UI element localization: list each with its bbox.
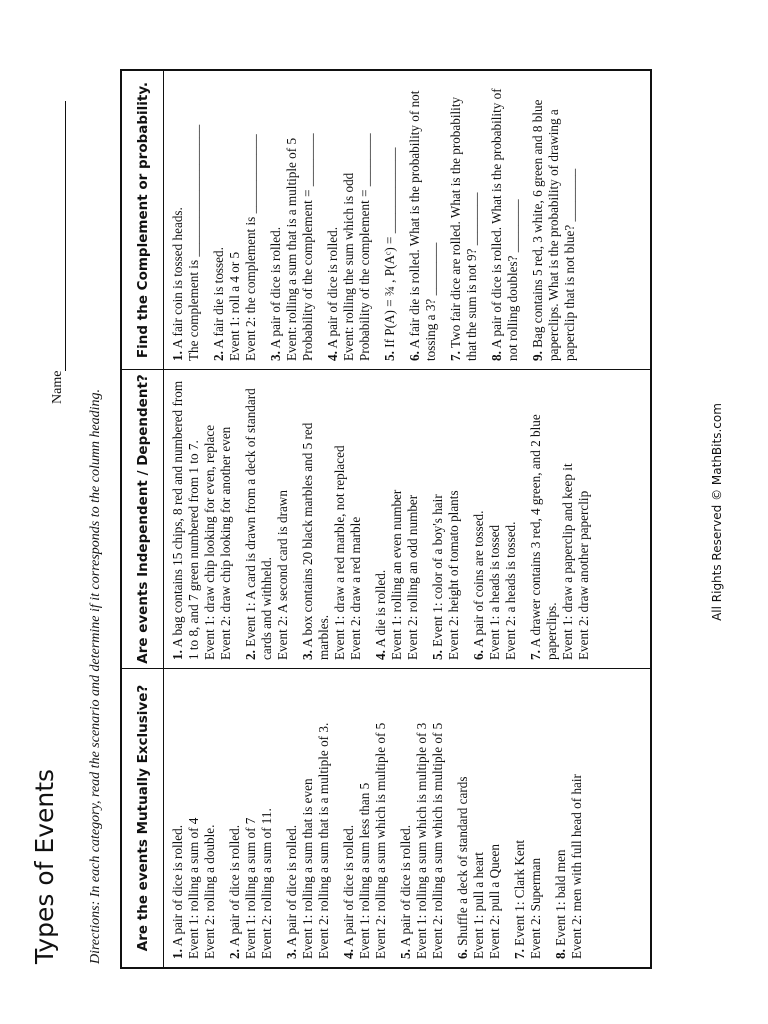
line-text: A pair of coins are tossed. bbox=[471, 510, 486, 648]
column-body bbox=[164, 370, 605, 668]
line-text: Two fair dice are rolled. What is the probability that the sum is not 9? ________ bbox=[448, 96, 479, 361]
line-text: Event 1: pull a heart bbox=[471, 852, 486, 959]
line-text: Event 2: draw chip looking for another even bbox=[218, 426, 233, 660]
question-number: 9. bbox=[530, 351, 545, 361]
question-number: 7. bbox=[448, 351, 463, 361]
name-blank[interactable] bbox=[51, 101, 66, 371]
question-line bbox=[300, 677, 316, 959]
column-heading: Find the Complement or probability. bbox=[122, 71, 164, 369]
question-item bbox=[170, 378, 234, 660]
line-text: Event 1: draw a paperclip and keep it bbox=[560, 463, 575, 660]
question-line bbox=[332, 378, 348, 660]
question-line bbox=[300, 79, 316, 361]
line-text: Event 2: men with full head of hair bbox=[569, 774, 584, 959]
question-item bbox=[430, 378, 462, 660]
line-text: A fair coin is tossed heads. bbox=[170, 207, 185, 349]
line-text: Event 2: rolling an odd number bbox=[405, 494, 420, 660]
question-line bbox=[186, 677, 202, 959]
line-text: Event 1: rolling a sum less than 5 bbox=[357, 782, 372, 959]
question-item bbox=[489, 79, 521, 361]
line-text: Event 1: Clark Kent bbox=[512, 839, 527, 946]
question-item bbox=[300, 378, 364, 660]
line-text: A pair of dice is rolled. bbox=[227, 824, 242, 947]
question-item bbox=[325, 79, 373, 361]
line-text: The complement is ____________________ bbox=[186, 124, 201, 361]
question-line bbox=[503, 378, 519, 660]
page-title: Types of Events bbox=[30, 768, 59, 964]
question-number: 7. bbox=[512, 949, 527, 959]
question-text bbox=[170, 677, 186, 959]
line-text: Event 2: height of tomato plants bbox=[446, 490, 461, 660]
line-text: Event 2: rolling a sum which is multiple of 5 bbox=[430, 722, 445, 959]
question-line bbox=[284, 79, 300, 361]
question-line bbox=[202, 677, 218, 959]
column-heading: Are events Independent / Dependent? bbox=[122, 370, 164, 668]
question-text bbox=[284, 677, 300, 959]
line-text: Event 1: a heads is tossed bbox=[487, 524, 502, 660]
line-text: Event 2: pull a Queen bbox=[487, 844, 502, 959]
question-line bbox=[348, 378, 364, 660]
question-line bbox=[275, 378, 291, 660]
question-text bbox=[382, 79, 398, 361]
line-text: Event 1: rolling an even number bbox=[389, 489, 404, 660]
question-item bbox=[448, 79, 480, 361]
question-line bbox=[218, 378, 234, 660]
question-line bbox=[243, 79, 259, 361]
question-line bbox=[487, 378, 503, 660]
line-text: Bag contains 5 red, 3 white, 6 green and 8 blue paperclips. What is the probability of drawing a paperclip that is not blue? ________ bbox=[530, 99, 577, 361]
line-text: Event 1: bald men bbox=[553, 849, 568, 946]
line-text: Event: rolling a sum that is a multiple of 5 bbox=[284, 137, 299, 361]
line-text: Event 2: draw a red marble bbox=[348, 516, 363, 660]
question-text bbox=[530, 79, 578, 361]
question-line bbox=[414, 677, 430, 959]
line-text: A fair die is tossed. bbox=[211, 247, 226, 349]
question-line bbox=[389, 378, 405, 660]
line-text: Event 2: rolling a sum of 11. bbox=[259, 808, 274, 959]
line-text: A fair die is rolled. What is the probability of not tossing a 3? ________ bbox=[407, 90, 438, 361]
question-line bbox=[560, 378, 576, 660]
question-number: 5. bbox=[382, 351, 397, 361]
line-text: A pair of dice is rolled. bbox=[268, 226, 283, 349]
question-text bbox=[528, 378, 560, 660]
line-text: Event 1: rolling a sum that is even bbox=[300, 778, 315, 959]
line-text: A pair of dice is rolled. bbox=[284, 824, 299, 947]
question-number: 5. bbox=[430, 650, 445, 660]
line-text: Event 2: draw another paperclip bbox=[576, 490, 591, 660]
question-text bbox=[553, 677, 569, 959]
line-text: A pair of dice is rolled. bbox=[170, 824, 185, 947]
line-text: Event: rolling the sum which is odd bbox=[341, 172, 356, 361]
line-text: A pair of dice is rolled. bbox=[398, 824, 413, 947]
question-line bbox=[316, 677, 332, 959]
question-line bbox=[357, 79, 373, 361]
question-number: 1. bbox=[170, 351, 185, 361]
question-line bbox=[487, 677, 503, 959]
question-line bbox=[405, 378, 421, 660]
line-text: Event 1: color of a boy's hair bbox=[430, 494, 445, 647]
question-line bbox=[243, 677, 259, 959]
question-number: 3. bbox=[268, 351, 283, 361]
question-line bbox=[259, 677, 275, 959]
question-item bbox=[512, 677, 544, 959]
question-text bbox=[471, 378, 487, 660]
question-text bbox=[373, 378, 389, 660]
question-number: 1. bbox=[170, 650, 185, 660]
line-text: Event 2: the complement is ____________ bbox=[243, 134, 258, 361]
question-item bbox=[455, 677, 503, 959]
line-text: Event 1: draw a red marble, not replaced bbox=[332, 445, 347, 660]
line-text: Event 1: rolling a sum which is multiple of 3 bbox=[414, 722, 429, 959]
line-text: A bag contains 15 chips, 8 red and numbered from 1 to 8, and 7 green numbered from 1 to 7. bbox=[170, 380, 201, 660]
question-text bbox=[211, 79, 227, 361]
question-text bbox=[170, 79, 186, 361]
question-item bbox=[382, 79, 398, 361]
question-number: 7. bbox=[528, 650, 543, 660]
line-text: A pair of dice is rolled. bbox=[341, 824, 356, 947]
question-line bbox=[471, 677, 487, 959]
question-line bbox=[430, 677, 446, 959]
column-independent-dependent bbox=[122, 369, 650, 668]
line-text: Probability of the complement = ________ bbox=[357, 133, 372, 361]
question-line bbox=[202, 378, 218, 660]
line-text: A drawer contains 3 red, 4 green, and 2 blue paperclips. bbox=[528, 414, 559, 660]
line-text: Event 1: roll a 4 or 5 bbox=[227, 251, 242, 361]
question-item bbox=[227, 677, 275, 959]
question-number: 2. bbox=[227, 949, 242, 959]
question-number: 2. bbox=[243, 650, 258, 660]
question-item bbox=[407, 79, 439, 361]
line-text: Event 1: draw chip looking for even, replace bbox=[202, 424, 217, 660]
line-text: Event 1: A card is drawn from a deck of standard cards and withheld. bbox=[243, 388, 274, 660]
question-number: 4. bbox=[373, 650, 388, 660]
question-line bbox=[373, 677, 389, 959]
question-line bbox=[341, 79, 357, 361]
question-number: 6. bbox=[471, 650, 486, 660]
question-number: 6. bbox=[407, 351, 422, 361]
question-item bbox=[553, 677, 585, 959]
question-number: 8. bbox=[489, 351, 504, 361]
line-text: A die is rolled. bbox=[373, 569, 388, 648]
question-text bbox=[512, 677, 528, 959]
line-text: Event 2: Superman bbox=[528, 857, 543, 959]
question-line bbox=[569, 677, 585, 959]
directions-text: Directions: In each category, read the scenario and determine if it corresponds to the column heading. bbox=[88, 388, 103, 964]
question-item bbox=[284, 677, 332, 959]
question-number: 3. bbox=[300, 650, 315, 660]
column-body bbox=[164, 71, 591, 369]
copyright-footer: All Rights Reserved © MathBits.com bbox=[710, 403, 724, 621]
question-number: 5. bbox=[398, 949, 413, 959]
column-heading: Are the events Mutually Exclusive? bbox=[122, 669, 164, 967]
events-table bbox=[120, 69, 652, 969]
line-text: A box contains 20 black marbles and 5 red marbles. bbox=[300, 422, 331, 660]
question-item bbox=[268, 79, 316, 361]
column-mutually-exclusive bbox=[122, 668, 650, 967]
question-item bbox=[170, 677, 218, 959]
question-text bbox=[268, 79, 284, 361]
question-item bbox=[211, 79, 259, 361]
question-number: 1. bbox=[170, 949, 185, 959]
line-text: Probability of the complement = ________ bbox=[300, 133, 315, 361]
question-line bbox=[446, 378, 462, 660]
name-field[interactable] bbox=[50, 101, 66, 404]
question-text bbox=[398, 677, 414, 959]
question-item bbox=[528, 378, 592, 660]
question-number: 4. bbox=[341, 949, 356, 959]
question-number: 8. bbox=[553, 949, 568, 959]
line-text: Event 2: rolling a sum that is a multiple of 3. bbox=[316, 722, 331, 959]
question-text bbox=[227, 677, 243, 959]
question-item bbox=[243, 378, 291, 660]
name-label: Name bbox=[50, 370, 65, 404]
question-text bbox=[170, 378, 202, 660]
question-line bbox=[528, 677, 544, 959]
question-item bbox=[471, 378, 519, 660]
question-number: 2. bbox=[211, 351, 226, 361]
question-line bbox=[357, 677, 373, 959]
question-item bbox=[341, 677, 389, 959]
column-complement-probability bbox=[122, 71, 650, 369]
question-text bbox=[455, 677, 471, 959]
line-text: Event 2: a heads is tossed. bbox=[503, 521, 518, 660]
question-text bbox=[243, 378, 275, 660]
question-text bbox=[407, 79, 439, 361]
line-text: A pair of dice is rolled. What is the probability of not rolling doubles? ________ bbox=[489, 88, 520, 361]
question-text bbox=[341, 677, 357, 959]
question-line bbox=[576, 378, 592, 660]
question-number: 4. bbox=[325, 351, 340, 361]
question-line bbox=[227, 79, 243, 361]
question-text bbox=[300, 378, 332, 660]
question-text bbox=[325, 79, 341, 361]
question-item bbox=[170, 79, 202, 361]
line-text: Event 2: A second card is drawn bbox=[275, 490, 290, 660]
question-item bbox=[398, 677, 446, 959]
question-text bbox=[430, 378, 446, 660]
question-item bbox=[373, 378, 421, 660]
question-text bbox=[448, 79, 480, 361]
line-text: Event 1: rolling a sum of 7 bbox=[243, 817, 258, 959]
line-text: If P(A) = ¾ , P(Aᶜ) = _____________ bbox=[382, 147, 397, 348]
column-body bbox=[164, 669, 598, 967]
line-text: A pair of dice is rolled. bbox=[325, 226, 340, 349]
question-item bbox=[530, 79, 578, 361]
line-text: Shuffle a deck of standard cards bbox=[455, 776, 470, 946]
question-number: 3. bbox=[284, 949, 299, 959]
line-text: Event 1: rolling a sum of 4 bbox=[186, 817, 201, 959]
line-text: Event 2: rolling a sum which is multiple of 5 bbox=[373, 722, 388, 959]
question-text bbox=[489, 79, 521, 361]
question-line bbox=[186, 79, 202, 361]
question-number: 6. bbox=[455, 949, 470, 959]
line-text: Event 2: rolling a double. bbox=[202, 824, 217, 959]
